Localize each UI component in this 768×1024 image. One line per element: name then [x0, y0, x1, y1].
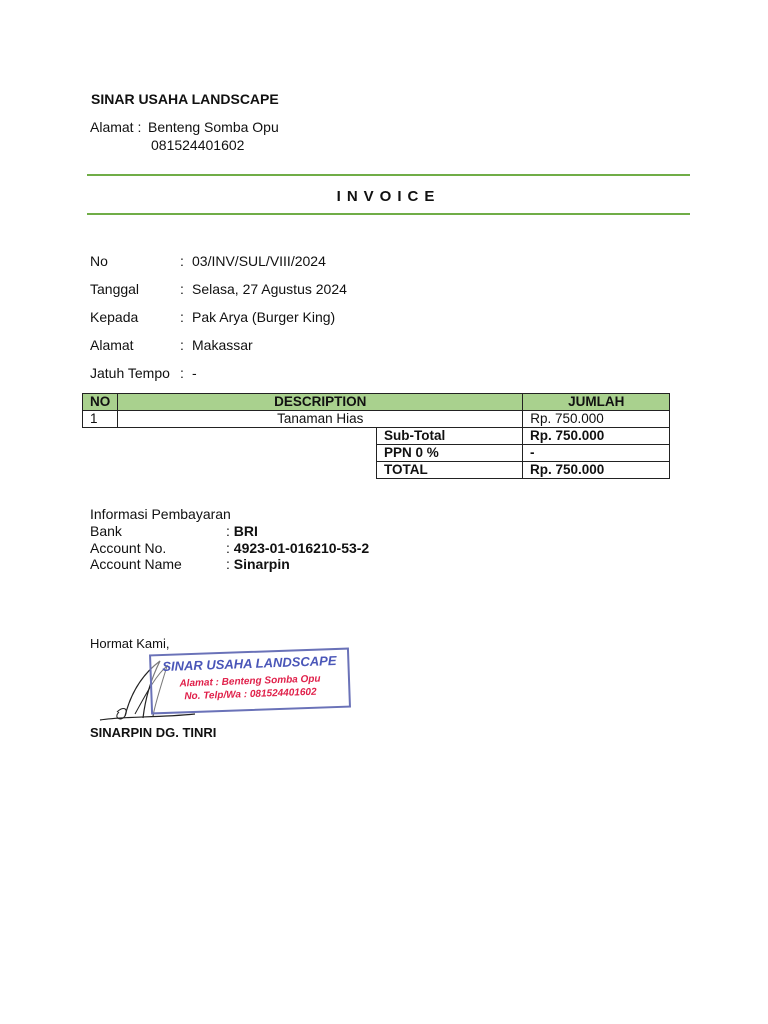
- row-description: Tanaman Hias: [118, 411, 523, 428]
- meta-label: Kepada: [90, 309, 139, 325]
- payment-label: Bank: [90, 523, 122, 539]
- summary-label: Sub-Total: [377, 428, 523, 445]
- summary-value: Rp. 750.000: [523, 428, 670, 445]
- meta-label: Jatuh Tempo: [90, 365, 170, 381]
- table-header-row: [83, 394, 670, 411]
- items-table: [82, 393, 670, 428]
- company-name: SINAR USAHA LANDSCAPE: [91, 91, 279, 107]
- payment-value: BRI: [233, 523, 258, 539]
- payment-value: 4923-01-016210-53-2: [233, 540, 370, 556]
- meta-value: Selasa, 27 Agustus 2024: [192, 281, 347, 297]
- meta-colon: :: [180, 309, 184, 325]
- meta-label: Alamat: [90, 337, 134, 353]
- company-phone: 081524401602: [151, 137, 245, 153]
- summary-label: PPN 0 %: [377, 445, 523, 462]
- payment-label: Account Name: [90, 556, 182, 572]
- summary-label: TOTAL: [377, 462, 523, 479]
- table-row: [83, 411, 670, 428]
- row-no: 1: [83, 411, 118, 428]
- meta-value: Pak Arya (Burger King): [192, 309, 336, 325]
- summary-table: [376, 427, 670, 479]
- company-stamp: [149, 648, 351, 715]
- row-amount: Rp. 750.000: [523, 411, 670, 428]
- meta-colon: :: [180, 365, 184, 381]
- payment-value-wrap: [226, 556, 290, 572]
- payment-value: Sinarpin: [233, 556, 290, 572]
- header-no: NO: [83, 394, 118, 411]
- payment-colon: :: [226, 540, 230, 556]
- meta-colon: :: [180, 253, 184, 269]
- meta-colon: :: [180, 337, 184, 353]
- payment-row-bank: [90, 523, 490, 541]
- summary-value: -: [523, 445, 670, 462]
- header-description: DESCRIPTION: [118, 394, 523, 411]
- summary-tax: [377, 445, 670, 462]
- signer-name: SINARPIN DG. TINRI: [90, 725, 217, 740]
- payment-value-wrap: [226, 523, 258, 539]
- payment-value-wrap: [226, 540, 369, 556]
- summary-total: [377, 462, 670, 479]
- meta-value: 03/INV/SUL/VIII/2024: [192, 253, 326, 269]
- stamp-line-3: No. Telp/Wa : 081524401602: [184, 686, 317, 703]
- header-amount: JUMLAH: [523, 394, 670, 411]
- stamp-line-1: SINAR USAHA LANDSCAPE: [162, 652, 337, 675]
- summary-value: Rp. 750.000: [523, 462, 670, 479]
- address-label: Alamat :: [90, 119, 142, 135]
- summary-subtotal: [377, 428, 670, 445]
- closing-regards: Hormat Kami,: [90, 636, 170, 651]
- payment-colon: :: [226, 523, 230, 539]
- payment-heading: Informasi Pembayaran: [90, 506, 231, 522]
- payment-colon: :: [226, 556, 230, 572]
- meta-label: No: [90, 253, 108, 269]
- top-divider: [87, 174, 690, 176]
- company-address: Benteng Somba Opu: [148, 119, 279, 135]
- meta-label: Tanggal: [90, 281, 140, 297]
- meta-colon: :: [180, 281, 184, 297]
- bottom-divider: [87, 213, 690, 215]
- invoice-title: INVOICE: [336, 188, 441, 205]
- payment-row-account-name: [90, 556, 490, 574]
- meta-value: -: [192, 365, 197, 381]
- meta-value: Makassar: [192, 337, 253, 353]
- payment-label: Account No.: [90, 540, 167, 556]
- stamp-line-2: Alamat : Benteng Somba Opu: [179, 673, 321, 690]
